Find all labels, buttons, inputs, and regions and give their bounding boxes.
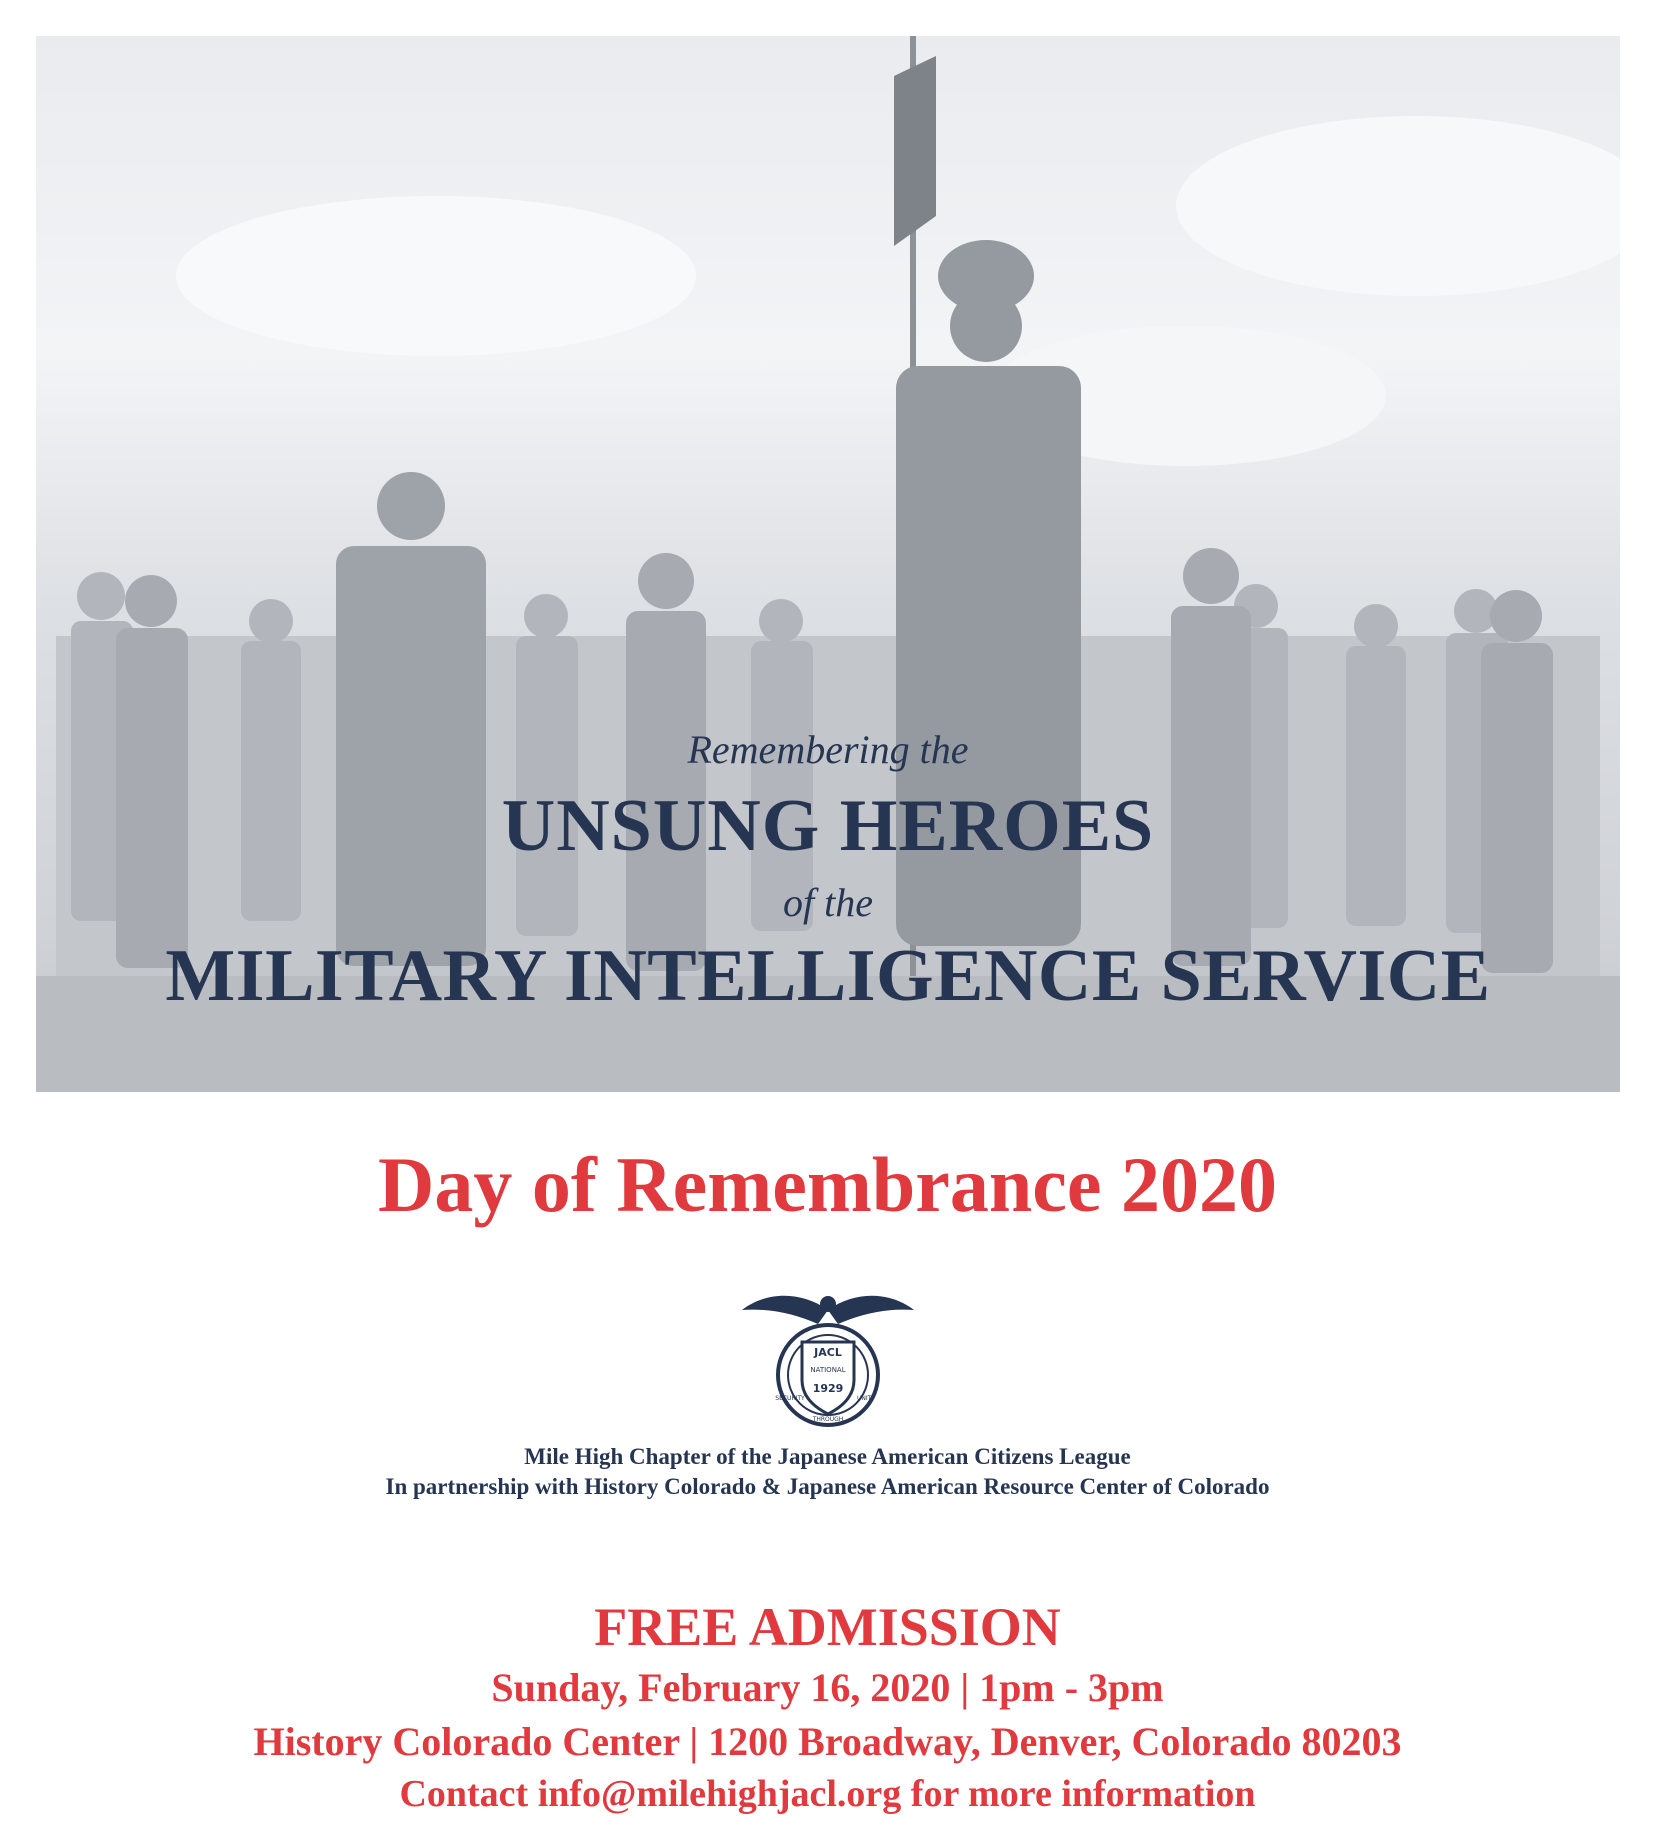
hero-subtitle-remembering: Remembering the bbox=[687, 727, 969, 772]
event-title: Day of Remembrance 2020 bbox=[378, 1141, 1277, 1228]
logo-year-text: 1929 bbox=[812, 1382, 844, 1395]
hero-photo bbox=[36, 36, 1620, 1092]
hero-title-mis: MILITARY INTELLIGENCE SERVICE bbox=[165, 935, 1491, 1017]
organizer-line-2: In partnership with History Colorado & Japanese American Resource Center of Colorado bbox=[385, 1474, 1270, 1499]
hero-subtitle-of-the: of the bbox=[783, 880, 873, 925]
jacl-logo bbox=[740, 1280, 916, 1430]
event-venue: History Colorado Center | 1200 Broadway, Denver, Colorado 80203 bbox=[253, 1719, 1402, 1764]
free-admission: FREE ADMISSION bbox=[594, 1597, 1061, 1657]
organizer-line-1: Mile High Chapter of the Japanese American Citizens League bbox=[524, 1444, 1131, 1469]
logo-unity-text: UNITY bbox=[857, 1395, 875, 1402]
event-date-time: Sunday, February 16, 2020 | 1pm - 3pm bbox=[491, 1665, 1164, 1710]
hero-title-unsung-heroes: UNSUNG HEROES bbox=[501, 785, 1155, 867]
event-contact: Contact info@milehighjacl.org for more information bbox=[399, 1773, 1256, 1815]
logo-security-text: SECURITY bbox=[775, 1395, 805, 1402]
logo-jacl-text: JACL bbox=[814, 1346, 842, 1359]
logo-national-text: NATIONAL bbox=[810, 1366, 846, 1374]
logo-through-text: THROUGH bbox=[812, 1416, 844, 1423]
